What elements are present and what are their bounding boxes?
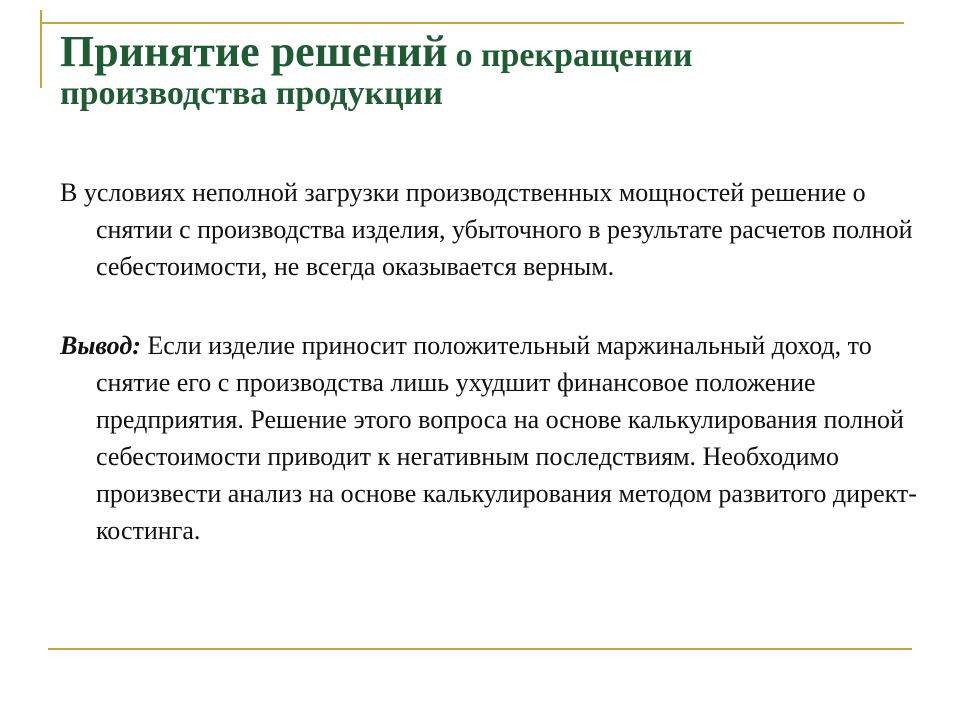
conclusion-extra-text: Необходимо произвести анализ на основе калькулирования методом развитого директ-костинга. — [96, 442, 917, 545]
slide-title — [60, 28, 900, 112]
top-rule — [42, 22, 904, 24]
conclusion-text: Если изделие приносит положительный маржинальный доход, то снятие его с производства лишь ухудшит финансовое положение предприятия. Решение этого вопроса на основе калькулирования полной себестоимости приводит к негативным последствиям. — [96, 331, 904, 471]
bottom-rule — [48, 648, 912, 650]
paragraph-intro-text: В условиях неполной загрузки производственных мощностей решение о снятии с производства изделия, убыточного в результате расчетов полной себестоимости, не всегда оказывается верным. — [60, 178, 913, 281]
paragraph-conclusion — [60, 327, 920, 549]
title-large: Принятие решений — [60, 27, 448, 76]
conclusion-label: Вывод: — [60, 331, 141, 360]
slide-body — [60, 174, 920, 591]
left-rule — [40, 10, 42, 88]
title-small-line1: о прекращении — [455, 37, 693, 74]
title-small-line2: производства продукции — [60, 74, 443, 112]
paragraph-intro — [60, 174, 920, 285]
